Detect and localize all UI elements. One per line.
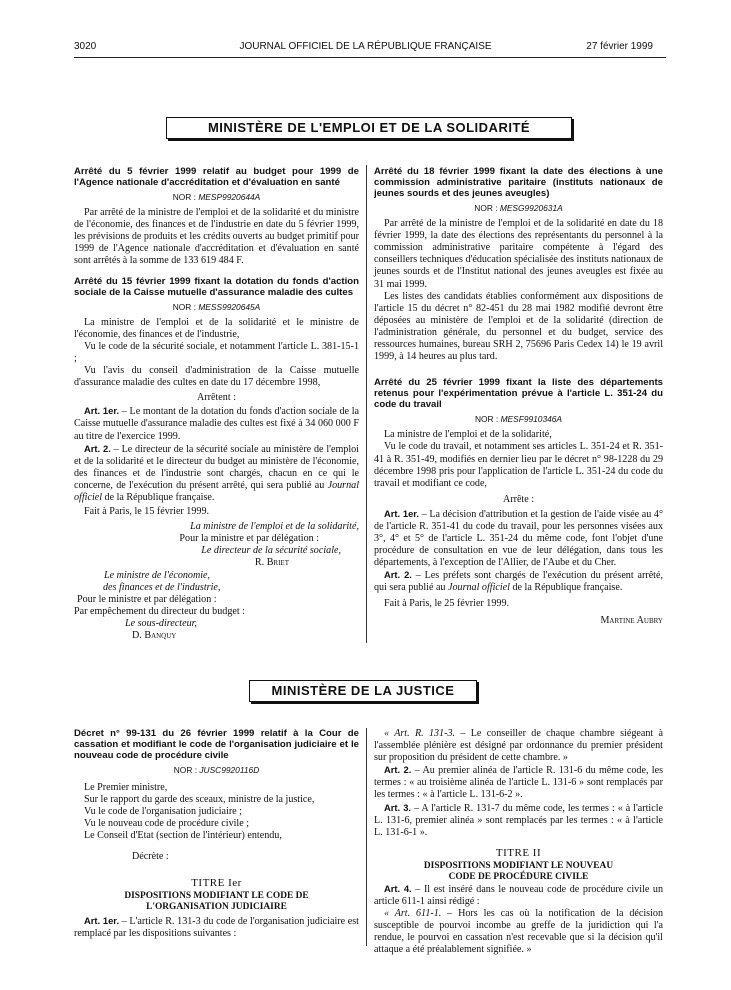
nor-reference: NOR : MESS9920645A: [172, 301, 261, 312]
column-divider: [366, 165, 367, 643]
enacting-formula: Arrête :: [502, 493, 535, 505]
paragraph: Vu le code du travail, et notamment ses articles L. 351-24 et R. 351-41 à R. 351-49, modifiés en dernier lieu par le décret n° 98-1228 du 29 décembre 1998 pris pour l'application de l'article L. 351-24 du code du travail et modifiant ce code,: [374, 441, 663, 489]
page-header: [0, 41, 731, 55]
left-column-emploi: [74, 166, 359, 642]
nor-reference: NOR : MESG9920631A: [474, 203, 563, 213]
signature-block: La ministre de l'emploi et de la solidarité, Pour la ministre et par délégation : Le directeur de la sécurité sociale, R. Briet Le ministre de l'économie, des finances et de l'industrie, Pour le ministre et par délégation : Par empêchement du directeur du budget : Le sous-directeur, D. Banquy: [74, 521, 359, 641]
decree-title: Arrêté du 5 février 1999 relatif au budget pour 1999 de l'Agence nationale d'accréditation et d'évaluation en santé: [74, 166, 359, 188]
journal-title: JOURNAL OFFICIEL DE LA RÉPUBLIQUE FRANÇAISE: [239, 41, 492, 52]
paragraph: Le Premier ministre,: [84, 782, 168, 794]
article: Art. 1er. – L'article R. 131-3 du code de l'organisation judiciaire est remplacé par les dispositions suivantes :: [74, 914, 359, 939]
decree-title: Arrêté du 15 février 1999 fixant la dotation du fonds d'action sociale de la Caisse mutuelle d'assurance maladie des cultes: [74, 275, 359, 298]
issue-date: 27 février 1999: [586, 41, 653, 52]
paragraph: Les listes des candidats établies conformément aux dispositions de l'article 15 du décret n° 82-451 du 28 mai 1982 modifié devront être déposées au ministère de l'emploi et de la solidarité (direction de l'administration générale, du personnel et du budget, service des ressources humaines, bureau SRH 2, 75696 Paris Cedex 14) le 19 avril 1999, à 14 heures au plus tard.: [374, 290, 663, 363]
article: Art. 1er. – Le montant de la dotation du fonds d'action sociale de la Caisse mutuelle d'assurance maladie des cultes est fixé à 34 060 000 F au titre de l'exercice 1999.: [74, 405, 359, 442]
article: Art. 4. – Il est inséré dans le nouveau code de procédure civile un article 611-1 ainsi rédigé :: [374, 882, 664, 908]
ministry-heading: MINISTÈRE DE LA JUSTICE: [249, 680, 477, 702]
nor-reference: NOR : MESF9910346A: [474, 414, 563, 425]
paragraph: Le Conseil d'Etat (section de l'intérieur) entendu,: [84, 830, 282, 842]
right-column-justice: [374, 728, 663, 957]
date-line: Fait à Paris, le 15 février 1999.: [84, 506, 210, 518]
section-subtitle: DISPOSITIONS MODIFIANT LE NOUVEAU CODE DE PROCÉDURE CIVILE: [423, 860, 614, 882]
paragraph: Par arrêté de la ministre de l'emploi et de la solidarité en date du 18 février 1999, la date des élections des représentants du personnel à la commission administrative paritaire compétente à l'égard des conseillers techniques d'éducation spécialisée des instituts nationaux de jeunes sourds et de l'Institut national des jeunes aveugles est fixée au 31 mai 1999.: [374, 218, 663, 290]
nor-reference: NOR : JUSC9920116D: [173, 765, 260, 775]
article: Art. 2. – Les préfets sont chargés de l'exécution du présent arrêté, qui sera publié au Journal officiel de la République française.: [374, 569, 663, 594]
paragraph: La ministre de l'emploi et de la solidarité et le ministre de l'économie, des finances et de l'industrie,: [74, 316, 359, 340]
article: Art. 3. – A l'article R. 131-7 du même code, les termes : « à l'article L. 131-6, premier alinéa » sont remplacés par les termes : « à l'article L. 131-6-1 ».: [374, 801, 663, 838]
paragraph: Vu le nouveau code de procédure civile ;: [84, 818, 250, 830]
section-title: TITRE II: [495, 846, 542, 859]
section-subtitle: DISPOSITIONS MODIFIANT LE CODE DE L'ORGANISATION JUDICIAIRE: [124, 890, 309, 912]
article: Art. 1er. – La décision d'attribution et la gestion de l'aide visée au 4° de l'article R. 351-41 du code du travail, pour les personnes visées aux 3°, 4° et 5° de l'article L. 351-24 du même code, font l'objet d'une procédure de consultation en vue de leur délégation, dans tous les départements, à l'exception de l'Allier, de l'Aube et du Cher.: [374, 507, 663, 569]
nor-reference: NOR : MESP9920644A: [172, 192, 261, 202]
enacting-formula: Décrète :: [132, 850, 169, 862]
enacting-formula: Arrêtent :: [197, 392, 236, 404]
decree-title: Arrêté du 18 février 1999 fixant la date des élections à une commission administrative paritaire (instituts nationaux de jeunes sourds et des jeunes aveugles): [374, 166, 663, 199]
decree-title: Arrêté du 25 février 1999 fixant la liste des départements retenus pour l'expérimentation prévue à l'article L. 351-24 du code du travail: [374, 377, 663, 411]
paragraph: Sur le rapport du garde des sceaux, ministre de la justice,: [84, 794, 315, 806]
paragraph: La ministre de l'emploi et de la solidarité,: [384, 429, 552, 441]
paragraph: Vu le code de l'organisation judiciaire ;: [84, 806, 242, 818]
paragraph: Vu le code de la sécurité sociale, et notamment l'article L. 381-15-1 ;: [74, 340, 359, 364]
paragraph: Vu l'avis du conseil d'administration de la Caisse mutuelle d'assurance maladie des cultes en date du 17 décembre 1998,: [74, 365, 359, 389]
ministry-heading: MINISTÈRE DE L'EMPLOI ET DE LA SOLIDARITÉ: [166, 117, 572, 139]
section-title: TITRE Ier: [191, 876, 242, 889]
paragraph: Par arrêté de la ministre de l'emploi et de la solidarité et du ministre de l'économie, des finances et de l'industrie en date du 5 février 1999, les prévisions de produits et les crédits ouverts au budget primitif pour 1999 de l'Agence nationale d'accréditation et d'évaluation en santé sont arrêtés à la somme de 133 619 484 F.: [74, 207, 359, 267]
article: Art. 2. – Au premier alinéa de l'article R. 131-6 du même code, les termes : « au troisième alinéa de l'article L. 131-6 » sont remplacés par les termes : « à l'article L. 131-6-2 ».: [374, 764, 663, 801]
page-number: 3020: [74, 41, 97, 52]
article: « Art. 611-1. – Hors les cas où la notification de la décision susceptible de pourvoi incombe au greffe de la juridiction qui l'a rendue, le pourvoi en cassation n'est recevable que si la décision qu'il attaque a été préalablement signifiée. »: [374, 908, 664, 956]
column-divider: [366, 728, 367, 946]
signature: Martine Aubry: [600, 614, 663, 626]
decree-title: Décret n° 99-131 du 26 février 1999 relatif à la Cour de cassation et modifiant le code de l'organisation judiciaire et le nouveau code de procédure civile: [74, 728, 359, 761]
article: « Art. R. 131-3. – Le conseiller de chaque chambre siégeant à l'assemblée plénière est désigné par ordonnance du premier président sur proposition du président de cette chambre. »: [374, 728, 663, 764]
article: Art. 2. – Le directeur de la sécurité sociale au ministère de l'emploi et de la solidarité et le directeur du budget au ministère de l'économie, des finances et de l'industrie sont chargés, chacun en ce qui le concerne, de l'exécution du présent arrêté, qui sera publié au Journal officiel de la République française.: [74, 442, 359, 503]
left-column-justice: [74, 728, 359, 940]
header-rule: [74, 57, 666, 58]
right-column-emploi: [374, 166, 663, 627]
date-line: Fait à Paris, le 25 février 1999.: [384, 597, 510, 609]
